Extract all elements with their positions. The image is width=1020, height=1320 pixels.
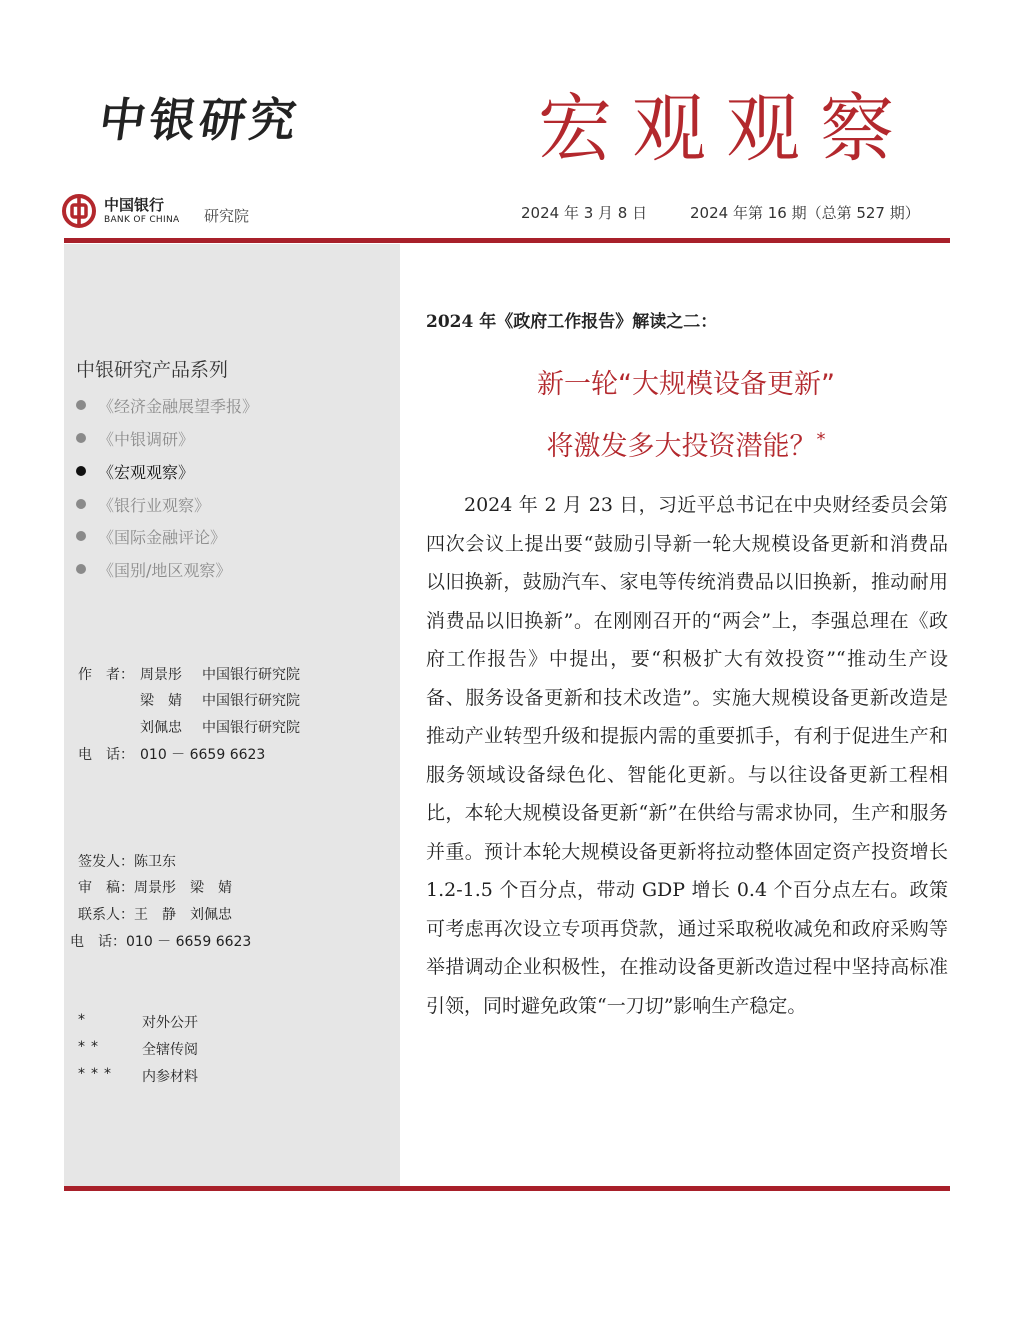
bank-name-cn: 中国银行 — [104, 196, 165, 214]
headline-line-2 — [426, 424, 946, 463]
bank-of-china-logo — [62, 194, 202, 230]
author-row — [140, 690, 300, 710]
bullet-icon — [76, 466, 86, 476]
author-org: 中国银行研究院 — [202, 693, 300, 709]
bullet-icon — [76, 433, 86, 443]
author-name: 刘佩忠 — [140, 720, 182, 736]
footnote-star[interactable]: * — [816, 429, 826, 450]
contact-phone-line: 电 话：010 － 6659 6623 — [70, 934, 252, 950]
distribution-stars: *** — [78, 1066, 117, 1082]
headline-line-2-text: 将激发多大投资潜能？ — [546, 431, 817, 462]
authors-label: 作 者： — [78, 667, 134, 683]
issue-date: 2024 年 3 月 8 日 — [521, 204, 648, 222]
contact-line: 联系人：王 静 刘佩忠 — [78, 907, 232, 923]
distribution-label: 对外公开 — [142, 1015, 198, 1031]
bottom-divider — [64, 1186, 950, 1191]
reviewer-line: 审 稿：周景彤 梁 婧 — [78, 880, 232, 896]
author-org: 中国银行研究院 — [202, 720, 300, 736]
calligraphy-logo: 中银研究 — [95, 93, 304, 147]
bullet-icon — [76, 564, 86, 574]
article-subtitle: 2024 年《政府工作报告》解读之二： — [426, 312, 718, 332]
institute-label: 研究院 — [204, 207, 250, 225]
headline-line-1: 新一轮“大规模设备更新” — [537, 369, 835, 400]
series-item-active[interactable]: 《宏观观察》 — [76, 460, 194, 483]
signer-line: 签发人：陈卫东 — [78, 854, 176, 870]
author-row — [78, 664, 300, 684]
distribution-stars: * — [78, 1012, 91, 1028]
masthead-title: 宏观观察 — [538, 86, 914, 172]
boc-emblem-icon — [62, 194, 96, 228]
bank-name-en: BANK OF CHINA — [104, 215, 180, 225]
distribution-label: 全辖传阅 — [142, 1042, 198, 1058]
series-item[interactable]: 《经济金融展望季报》 — [76, 394, 258, 417]
series-item[interactable]: 《国际金融评论》 — [76, 525, 226, 548]
article-body: 2024 年 2 月 23 日，习近平总书记在中央财经委员会第四次会议上提出要“鼓励引导新一轮大规模设备更新和消费品以旧换新，鼓励汽车、家电等传统消费品以旧换新，推动耐用消费品以旧换新”。在刚刚召开的“两会”上，李强总理在《政府工作报告》中提出，要“积极扩大有效投资”“推动生产设备、服务设备更新和技术改造”。实施大规模设备更新改造是推动产业转型升级和提振内需的重要抓手，有利于促进生产和服务领域设备绿色化、智能化更新。与以往设备更新工程相比，本轮大规模设备更新“新”在供给与需求协同，生产和服务并重。预计本轮大规模设备更新将拉动整体固定资产投资增长 1.2-1.5 个百分点，带动 GDP 增长 0.4 个百分点左右。政策可考虑再次设立专项再贷款，通过采取税收减免和政府采购等举措调动企业积极性，在推动设备更新改造过程中坚持高标准引领，同时避免政策“一刀切”影响生产稳定。 — [426, 494, 948, 1017]
series-item[interactable]: 《银行业观察》 — [76, 493, 210, 516]
author-name: 周景彤 — [140, 667, 182, 683]
issue-number: 2024 年第 16 期（总第 527 期） — [690, 204, 920, 222]
bullet-icon — [76, 499, 86, 509]
top-divider — [64, 238, 950, 243]
phone-number: 010 － 6659 6623 — [140, 747, 266, 763]
series-item[interactable]: 《中银调研》 — [76, 427, 194, 450]
bullet-icon — [76, 531, 86, 541]
author-row — [140, 717, 300, 737]
phone-label: 电 话： — [78, 747, 134, 763]
series-item[interactable]: 《国别/地区观察》 — [76, 558, 231, 581]
bullet-icon — [76, 400, 86, 410]
sidebar-panel — [64, 244, 400, 1186]
distribution-label: 内参材料 — [142, 1069, 198, 1085]
phone-row — [78, 744, 265, 764]
author-org: 中国银行研究院 — [202, 667, 300, 683]
distribution-stars: ** — [78, 1039, 104, 1055]
author-name: 梁 婧 — [140, 693, 182, 709]
series-heading: 中银研究产品系列 — [76, 359, 229, 381]
